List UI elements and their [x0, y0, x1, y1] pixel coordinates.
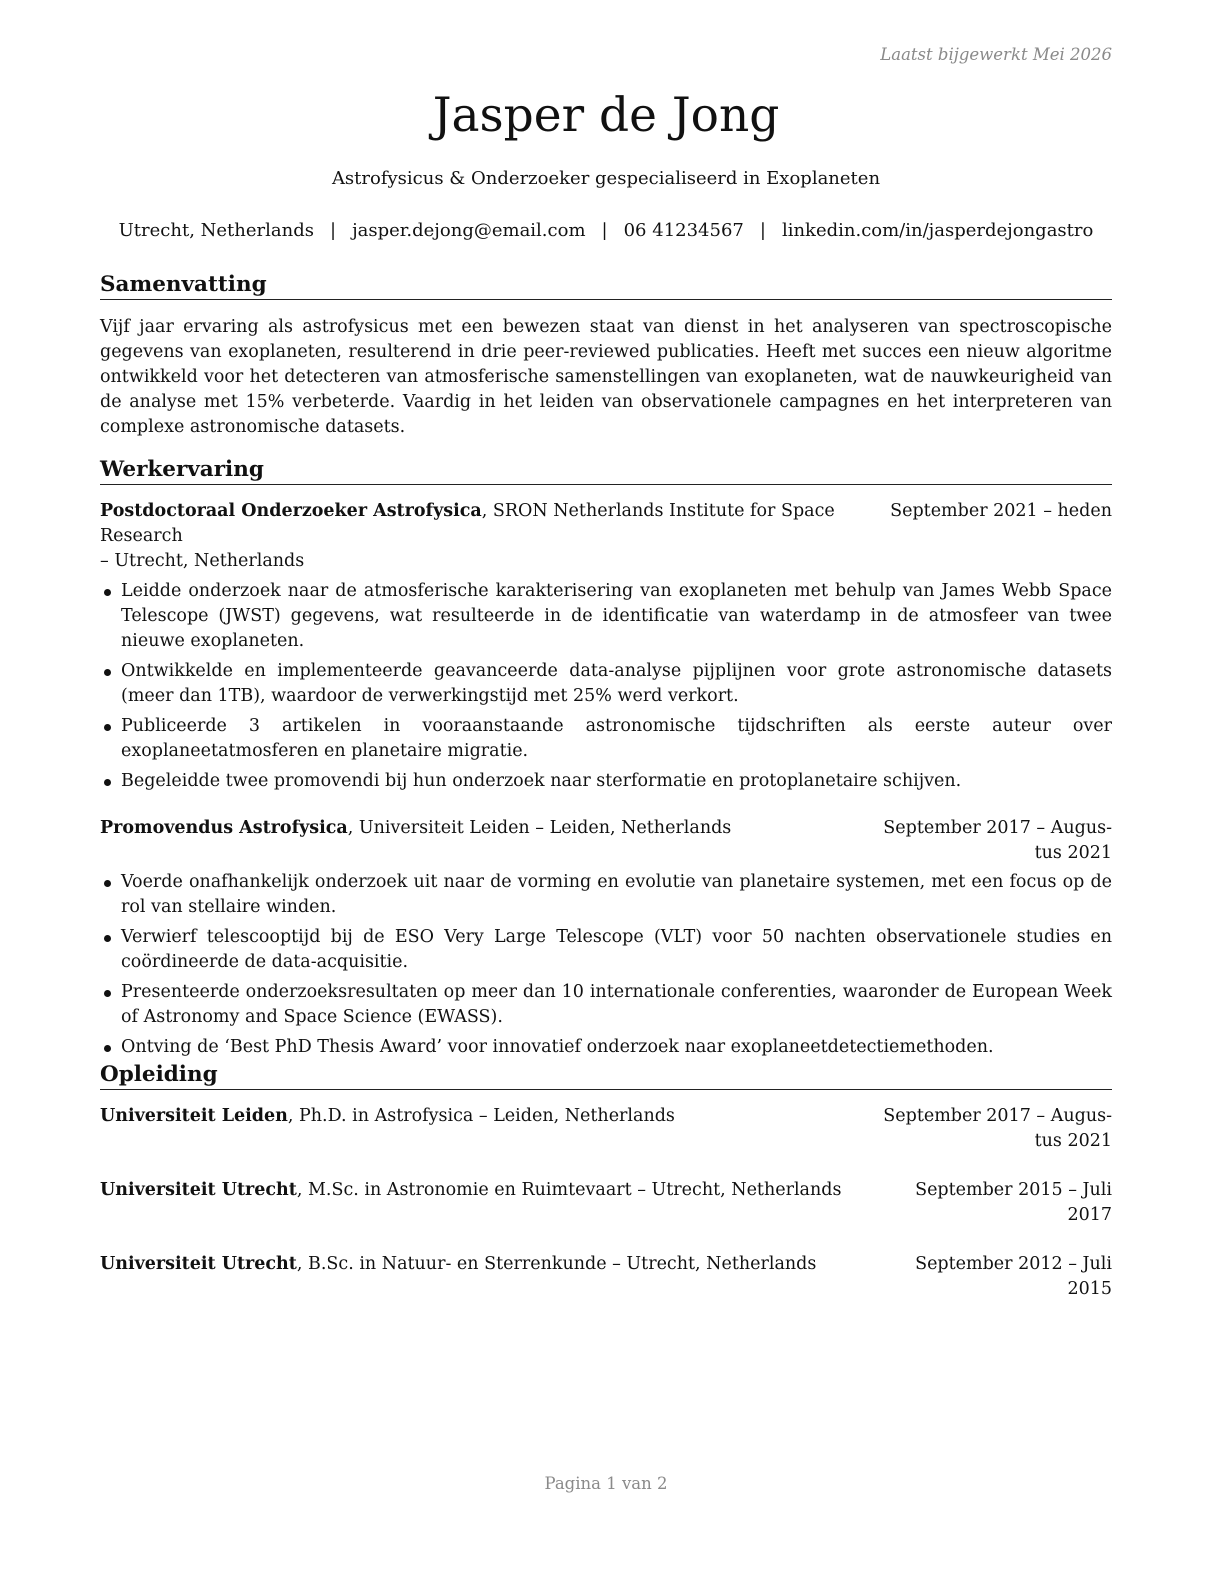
education-date	[883, 1104, 1112, 1154]
education-entry	[100, 1252, 1112, 1302]
education-entry	[100, 1104, 1112, 1154]
bullet-item: Voerde onafhankelijk onderzoek uit naar de vorming en evolutie van planetaire systemen, met een focus op de rol van stellaire winden.	[100, 870, 1112, 920]
degree-detail: , B.Sc. in Natuur- en Sterrenkunde – Utrecht, Netherlands	[296, 1254, 817, 1274]
summary-section	[100, 271, 1112, 440]
bullet-item: Ontving de ‘Best PhD Thesis Award’ voor innovatief onderzoek naar exoplaneetdetectiemethoden.	[100, 1035, 1112, 1060]
education-date	[915, 1252, 1112, 1302]
job-header	[100, 816, 1112, 866]
education-date	[915, 1178, 1112, 1228]
last-updated: Laatst bijgewerkt Mei 2026	[880, 45, 1112, 64]
job-date: September 2021 – heden	[890, 501, 1112, 521]
bullet-item: Ontwikkelde en implementeerde geavanceerde data-analyse pijplijnen voor grote astronomische datasets (meer dan 1TB), waardoor de verwerkingstijd met 25% werd verkort.	[100, 659, 1112, 709]
bullet-item: Presenteerde onderzoeksresultaten op meer dan 10 internationale conferenties, waaronder de European Week of Astronomy and Space Science (EWASS).	[100, 980, 1112, 1030]
separator: |	[759, 220, 766, 241]
contact-phone[interactable]: 06 41234567	[623, 220, 744, 241]
education-date-line: September 2017 – Augus-	[883, 1106, 1112, 1126]
experience-section	[100, 456, 1112, 1065]
job-org: , SRON Netherlands Institute for Space Research	[100, 501, 835, 546]
education-date-line: September 2015 – Juli	[915, 1180, 1112, 1200]
bullet-item: Verwierf telescooptijd bij de ESO Very Large Telescope (VLT) voor 50 nachten observationele studies en coördineerde de data-acquisitie.	[100, 925, 1112, 975]
job-role: Promovendus Astrofysica	[100, 818, 348, 838]
candidate-name: Jasper de Jong	[432, 88, 780, 143]
job-location: – Utrecht, Netherlands	[100, 551, 305, 571]
job-date	[883, 816, 1112, 866]
school-name: Universiteit Utrecht	[100, 1254, 297, 1274]
bullet-item: Leidde onderzoek naar de atmosferische karakterisering van exoplaneten met behulp van James Webb Space Telescope (JWST) gegevens, wat resulteerde in de identificatie van waterdamp in de atmosfeer van twee nieuwe exoplaneten.	[100, 579, 1112, 654]
education-date-line: tus 2021	[1034, 1131, 1112, 1151]
education-date-line: 2015	[1067, 1279, 1112, 1299]
bullet-item: Publiceerde 3 artikelen in vooraanstaande astronomische tijdschriften als eerste auteur over exoplaneetatmosferen en planetaire migratie.	[100, 714, 1112, 764]
job-entry	[100, 816, 1112, 1060]
education-date-line: September 2012 – Juli	[915, 1254, 1112, 1274]
degree-detail: , M.Sc. in Astronomie en Ruimtevaart – Utrecht, Netherlands	[296, 1180, 842, 1200]
job-header	[100, 499, 1112, 549]
job-bullets	[100, 579, 1112, 794]
school-name: Universiteit Utrecht	[100, 1180, 297, 1200]
summary-text: Vijf jaar ervaring als astrofysicus met een bewezen staat van dienst in het analyseren van spectroscopische gegevens van exoplaneten, resulterend in drie peer-reviewed publicaties. Heeft met succes een nieuw algoritme ontwikkeld voor het detecteren van atmosferische samenstellingen van exoplaneten, wat de nauwkeurigheid van de analyse met 15% verbeterde. Vaardig in het leiden van observationele campagnes en het interpreteren van complexe astronomische datasets.	[100, 317, 1112, 437]
degree-detail: , Ph.D. in Astrofysica – Leiden, Netherlands	[287, 1106, 675, 1126]
contact-line	[100, 219, 1112, 243]
job-date-line: September 2017 – Augus-	[883, 818, 1112, 838]
section-title-experience: Werkervaring	[100, 456, 1112, 485]
contact-email[interactable]: jasper.dejong@email.com	[352, 220, 586, 241]
resume-page	[100, 0, 1112, 1584]
job-entry	[100, 499, 1112, 794]
bullet-item: Begeleidde twee promovendi bij hun onderzoek naar sterformatie en protoplanetaire schijven.	[100, 769, 1112, 794]
education-date-line: 2017	[1067, 1205, 1112, 1225]
education-section	[100, 1061, 1112, 1302]
separator: |	[329, 220, 337, 241]
job-bullets	[100, 870, 1112, 1060]
job-role: Postdoctoraal Onderzoeker Astrofysica	[100, 501, 482, 521]
education-entry	[100, 1178, 1112, 1228]
candidate-title: Astrofysicus & Onderzoeker gespecialiseerd in Exoplaneten	[331, 168, 881, 189]
school-name: Universiteit Leiden	[100, 1106, 288, 1126]
job-org: , Universiteit Leiden – Leiden, Netherlands	[347, 818, 732, 838]
section-title-education: Opleiding	[100, 1061, 1112, 1090]
page-number: Pagina 1 van 2	[544, 1474, 668, 1493]
contact-linkedin[interactable]: linkedin.com/in/jasperdejongastro	[781, 220, 1094, 241]
section-title-summary: Samenvatting	[100, 271, 1112, 300]
separator: |	[601, 220, 608, 241]
job-date-line: tus 2021	[1034, 843, 1112, 863]
contact-location: Utrecht, Netherlands	[118, 220, 314, 241]
